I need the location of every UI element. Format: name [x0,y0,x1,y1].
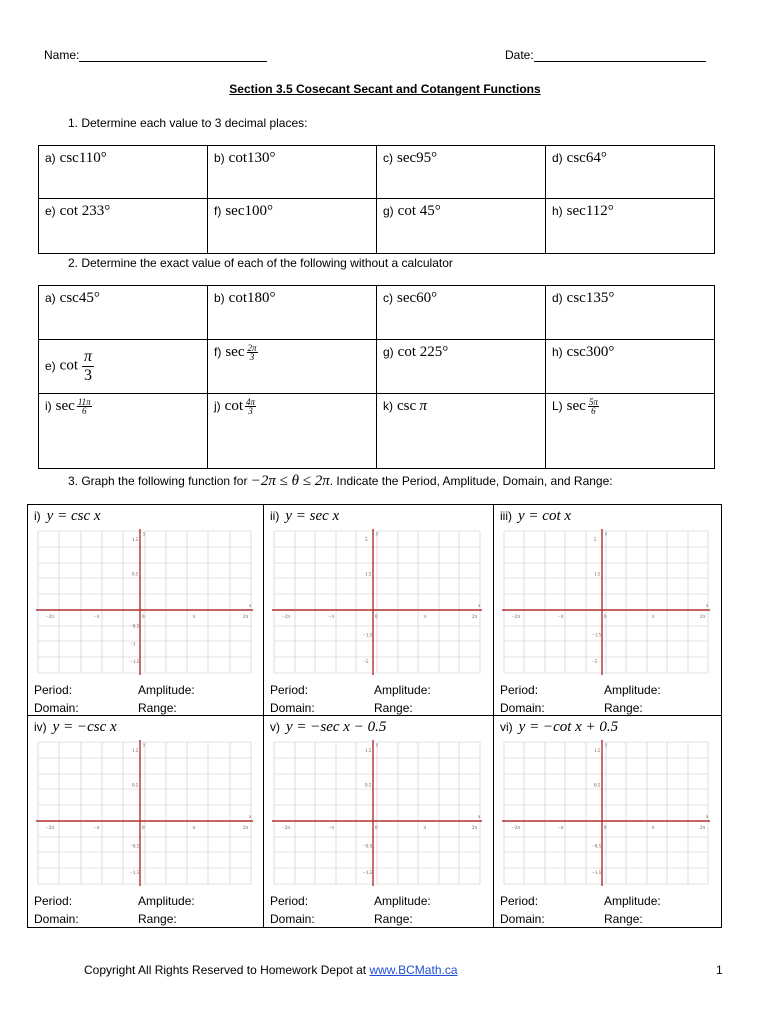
q1-prompt: 1. Determine each value to 3 decimal places: [68,116,308,130]
graph-panel[interactable] [264,715,494,928]
y-tick-label: 1.5 [365,572,372,578]
graph-title [34,719,117,736]
x-tick-label: π [192,826,196,831]
page-title: Section 3.5 Cosecant Secant and Cotangent Functions [229,82,541,96]
y-tick-label: −1.5 [363,871,373,876]
graph-label: vi) [500,720,513,734]
amplitude-field[interactable]: Amplitude: [138,683,195,697]
x-tick-label: π [423,826,427,831]
graph-panel[interactable] [27,504,264,715]
graph-label: ii) [270,509,280,523]
y-tick-label: 0.5 [365,783,372,789]
y-tick-label: 0.5 [132,783,139,789]
q2-cell-f[interactable]: f) sec $\frac{2\pi}{3}$ [208,340,377,394]
q3-prompt: 3. Graph the following function for −2π ≤ θ ≤ 2π. Indicate the Period, Amplitude, Domain, and Range: [68,473,613,489]
range-field[interactable]: Range: [138,912,177,926]
amplitude-field[interactable]: Amplitude: [604,894,661,908]
y-tick-label: −0.5 [592,844,602,850]
y-tick-label: 1.5 [594,572,601,578]
q2-cell-b[interactable]: b) cot180° [208,286,377,340]
graph-title [500,719,618,736]
q1-cell-d[interactable]: d) csc64° [546,146,715,199]
graph-label: i) [34,509,41,523]
q1-cell-b[interactable]: b) cot130° [208,146,377,199]
name-label: Name: [44,48,80,62]
y-axis-label: y [143,743,146,748]
q1-cell-e[interactable]: e) cot 233° [39,199,208,254]
graph-plot[interactable] [34,527,255,677]
domain-field[interactable]: Domain: [500,701,545,715]
graph-label: iii) [500,509,512,523]
y-tick-label: −0.5 [363,844,373,850]
domain-condition: −2π ≤ θ ≤ 2π [250,473,330,489]
fraction: $\frac{4\pi}{3}$ [246,397,256,417]
q1-table [38,145,715,254]
x-tick-label: 2π [472,826,478,831]
y-tick-label: −1.5 [130,660,140,665]
y-tick-label: −1 [130,642,136,648]
q2-cell-a[interactable]: a) csc45° [39,286,208,340]
x-tick-label: 0 [375,615,378,620]
q1-cell-h[interactable]: h) sec112° [546,199,715,254]
amplitude-field[interactable]: Amplitude: [604,683,661,697]
range-field[interactable]: Range: [374,912,413,926]
y-axis-label: y [376,532,379,537]
x-axis-label: x [478,604,481,609]
q1-cell-f[interactable]: f) sec100° [208,199,377,254]
x-tick-label: −2π [46,615,54,620]
domain-field[interactable]: Domain: [270,912,315,926]
graph-panel[interactable] [494,715,722,928]
graph-title [270,719,386,736]
fraction: $\frac{2\pi}{3}$ [247,343,257,363]
domain-field[interactable]: Domain: [34,912,79,926]
y-tick-label: −1.5 [130,871,140,876]
graph-plot[interactable] [270,738,484,888]
x-tick-label: −2π [282,615,290,620]
q2-cell-l[interactable]: L) sec $\frac{5\pi}{6}$ [546,394,715,469]
q2-table [38,285,715,469]
y-axis-label: y [605,532,608,537]
x-tick-label: 0 [375,826,378,831]
graph-equation: y = −csc x [52,719,117,735]
range-field[interactable]: Range: [604,701,643,715]
date-line [534,61,706,62]
y-tick-label: −5 [592,660,598,665]
y-tick-label: −0.5 [130,624,140,630]
footer-copyright: Copyright All Rights Reserved to Homework Depot at www.BCMath.ca [84,963,458,977]
footer-link[interactable]: www.BCMath.ca [369,963,458,977]
x-tick-label: −2π [46,826,54,831]
date-field[interactable] [505,48,706,62]
y-tick-label: 0.5 [132,572,139,578]
graph-title [500,508,571,525]
domain-field[interactable]: Domain: [34,701,79,715]
q2-prompt: 2. Determine the exact value of each of the following without a calculator [68,256,453,270]
x-axis-label: x [706,604,709,609]
graph-title [270,508,339,525]
amplitude-field[interactable]: Amplitude: [374,894,431,908]
x-tick-label: 0 [604,615,607,620]
q2-cell-i[interactable]: i) sec $\frac{11\pi}{6}$ [39,394,208,469]
x-tick-label: −2π [512,615,520,620]
x-axis-label: x [478,815,481,820]
graph-equation: y = sec x [285,508,340,524]
graph-equation: y = −cot x + 0.5 [518,719,619,735]
graph-equation: y = −sec x − 0.5 [286,719,387,735]
x-axis-label: x [249,815,252,820]
domain-field[interactable]: Domain: [500,912,545,926]
graph-title [34,508,101,525]
graph-equation: y = cot x [518,508,572,524]
x-tick-label: −π [94,615,100,620]
graph-plot[interactable] [500,738,712,888]
x-tick-label: 2π [243,615,249,620]
y-tick-label: 1.5 [365,749,372,754]
period-field[interactable]: Period: [500,894,539,908]
graph-plot[interactable] [500,527,712,677]
y-axis-label: y [143,532,146,537]
y-tick-label: −1.5 [592,871,602,876]
x-tick-label: 2π [243,826,249,831]
q2-cell-c[interactable]: c) sec60° [377,286,546,340]
y-tick-label: 5 [594,538,597,543]
y-tick-label: −1.5 [592,633,602,639]
period-field[interactable]: Period: [34,683,73,697]
fraction: $\frac{5\pi}{6}$ [588,397,598,417]
y-tick-label: 1.5 [132,538,139,543]
y-axis-label: y [605,743,608,748]
name-field[interactable] [44,48,267,62]
period-field[interactable]: Period: [500,683,539,697]
q2-cell-e[interactable]: e) cot $\frac{\pi}{3}$ [39,340,208,394]
fraction: $\frac{11\pi}{6}$ [77,397,91,417]
period-field[interactable]: Period: [270,683,309,697]
x-tick-label: 2π [700,826,706,831]
y-axis-label: y [376,743,379,748]
graph-panel[interactable] [264,504,494,715]
y-tick-label: 1.5 [132,749,139,754]
domain-field[interactable]: Domain: [270,701,315,715]
graph-plot[interactable] [270,527,484,677]
y-tick-label: 1.5 [594,749,601,754]
page-number: 1 [716,963,723,977]
y-tick-label: 0.5 [594,783,601,789]
range-field[interactable]: Range: [604,912,643,926]
graph-panel[interactable] [494,504,722,715]
fraction: $\frac{\pi}{3}$ [84,348,93,384]
graph-equation: y = csc x [46,508,101,524]
x-tick-label: π [652,826,655,831]
x-tick-label: π [652,615,655,620]
amplitude-field[interactable]: Amplitude: [138,894,195,908]
graph-label: iv) [34,720,47,734]
x-tick-label: 0 [142,826,145,831]
amplitude-field[interactable]: Amplitude: [374,683,431,697]
graph-plot[interactable] [34,738,255,888]
x-tick-label: 0 [604,826,607,831]
q2-cell-h[interactable]: h) csc300° [546,340,715,394]
graph-panel[interactable] [27,715,264,928]
period-field[interactable]: Period: [34,894,73,908]
x-tick-label: 0 [142,615,145,620]
x-tick-label: −2π [282,826,290,831]
x-tick-label: π [192,615,196,620]
x-tick-label: −2π [512,826,520,831]
q2-cell-d[interactable]: d) csc135° [546,286,715,340]
name-line [79,61,267,62]
x-tick-label: π [423,615,427,620]
q1-cell-a[interactable]: a) csc110° [39,146,208,199]
range-field[interactable]: Range: [138,701,177,715]
q2-cell-g[interactable]: g) cot 225° [377,340,546,394]
y-tick-label: −0.5 [130,844,140,850]
period-field[interactable]: Period: [270,894,309,908]
q1-cell-c[interactable]: c) sec95° [377,146,546,199]
x-tick-label: 2π [700,615,706,620]
x-tick-label: −π [558,826,564,831]
x-tick-label: −π [558,615,564,620]
x-tick-label: 2π [472,615,478,620]
q2-cell-j[interactable]: j) cot $\frac{4\pi}{3}$ [208,394,377,469]
graph-label: v) [270,720,280,734]
x-tick-label: −π [94,826,100,831]
q1-cell-g[interactable]: g) cot 45° [377,199,546,254]
x-axis-label: x [249,604,252,609]
x-axis-label: x [706,815,709,820]
range-field[interactable]: Range: [374,701,413,715]
date-label: Date: [505,48,534,62]
x-tick-label: −π [328,615,334,620]
y-tick-label: −5 [363,660,369,665]
y-tick-label: −1.5 [363,633,373,639]
q2-cell-k[interactable]: k) csc π [377,394,546,469]
y-tick-label: 5 [365,538,368,543]
x-tick-label: −π [328,826,334,831]
